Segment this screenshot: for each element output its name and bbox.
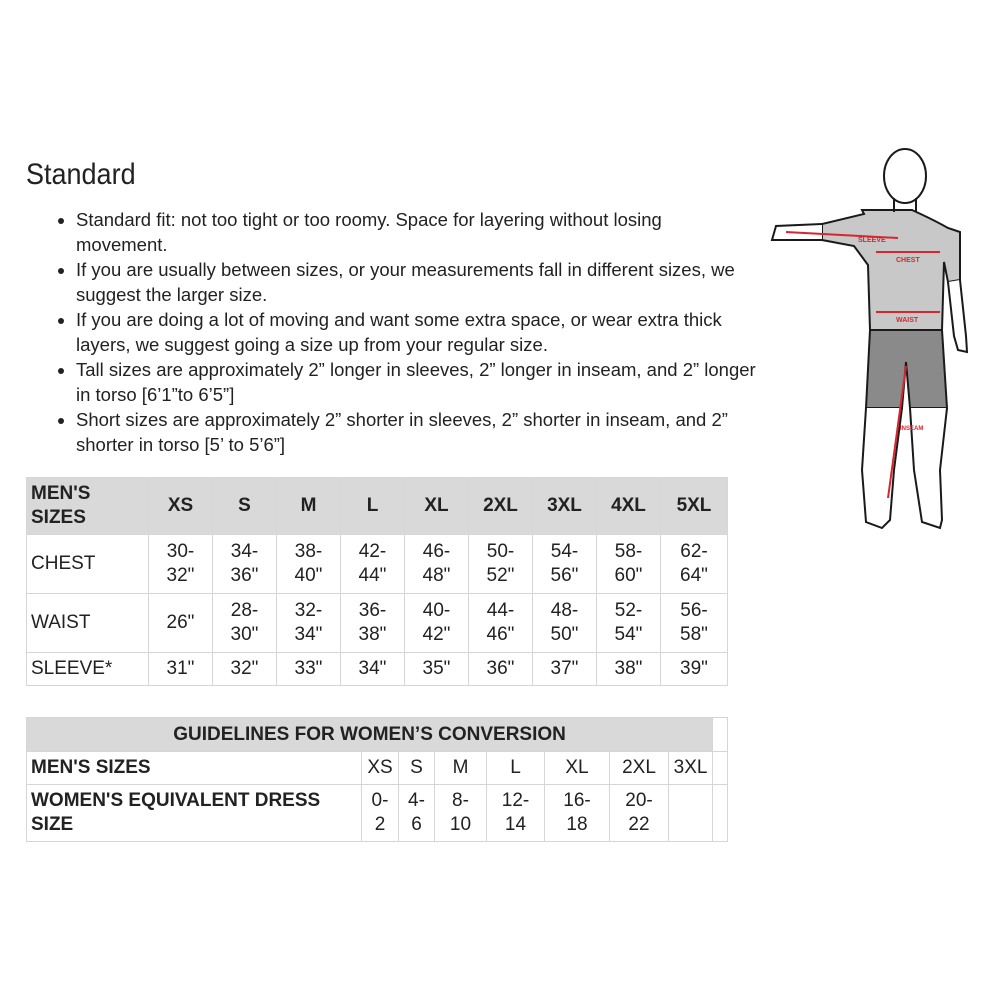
waist-label: WAIST — [896, 317, 919, 324]
table-cell: 31" — [149, 653, 213, 686]
table-cell: 0- 2 — [362, 785, 399, 842]
table-cell: 36- 38" — [341, 594, 405, 653]
table-cell: XL — [545, 752, 610, 785]
table-cell — [713, 785, 728, 842]
measurement-figure — [762, 140, 992, 535]
table-row — [27, 594, 728, 653]
table-cell: 50- 52" — [469, 535, 533, 594]
inseam-label: INSEAM — [900, 426, 924, 432]
head-shape — [884, 149, 926, 203]
sleeve-label: SLEEVE — [858, 237, 886, 244]
table-cell: 32- 34" — [277, 594, 341, 653]
table-cell: 58- 60" — [597, 535, 661, 594]
table-cell: 38" — [597, 653, 661, 686]
table-cell: L — [487, 752, 545, 785]
table-cell: M — [435, 752, 487, 785]
table-cell — [669, 785, 713, 842]
mens-sizes-header: MEN'S SIZES — [27, 478, 149, 535]
page-title: Standard — [26, 158, 136, 191]
list-item: • If you are doing a lot of moving and want some extra space, or wear extra thick layers, we suggest going a size up from your regular size. — [76, 308, 756, 357]
table-cell: 35" — [405, 653, 469, 686]
womens-equivalent-label: WOMEN'S EQUIVALENT DRESS SIZE — [27, 785, 362, 842]
conversion-banner: GUIDELINES FOR WOMEN’S CONVERSION — [27, 718, 713, 752]
table-cell: XS — [362, 752, 399, 785]
table-cell: 4- 6 — [399, 785, 435, 842]
table-cell: 44- 46" — [469, 594, 533, 653]
mens-sizes-label: MEN'S SIZES — [27, 752, 362, 785]
table-row — [27, 785, 728, 842]
table-cell: 56- 58" — [661, 594, 728, 653]
table-cell: 39" — [661, 653, 728, 686]
table-cell: 8- 10 — [435, 785, 487, 842]
list-item: • If you are usually between sizes, or your measurements fall in different sizes, we suggest the larger size. — [76, 258, 756, 307]
table-cell: 54- 56" — [533, 535, 597, 594]
size-header: M — [277, 478, 341, 535]
table-cell: 46- 48" — [405, 535, 469, 594]
size-header: XS — [149, 478, 213, 535]
table-row — [27, 535, 728, 594]
table-cell: 12- 14 — [487, 785, 545, 842]
table-cell: 30- 32" — [149, 535, 213, 594]
size-header: 2XL — [469, 478, 533, 535]
left-leg — [862, 408, 902, 528]
size-header: 5XL — [661, 478, 728, 535]
table-cell: 34" — [341, 653, 405, 686]
table-cell: 32" — [213, 653, 277, 686]
size-header: 3XL — [533, 478, 597, 535]
table-cell: S — [399, 752, 435, 785]
list-item: • Standard fit: not too tight or too roomy. Space for layering without losing movement. — [76, 208, 756, 257]
banner-spacer — [713, 718, 728, 752]
table-cell: 26" — [149, 594, 213, 653]
list-item: • Tall sizes are approximately 2” longer in sleeves, 2” longer in inseam, and 2” longer in torso [6’1”to 6’5”] — [76, 358, 756, 407]
size-header: 4XL — [597, 478, 661, 535]
table-cell — [713, 752, 728, 785]
table-banner-row — [27, 718, 728, 752]
size-header: S — [213, 478, 277, 535]
table-header-row — [27, 478, 728, 535]
table-cell: 40- 42" — [405, 594, 469, 653]
table-cell: 33" — [277, 653, 341, 686]
table-cell: 36" — [469, 653, 533, 686]
mens-size-table — [26, 477, 728, 686]
row-label-chest: CHEST — [27, 535, 149, 594]
row-label-sleeve: SLEEVE* — [27, 653, 149, 686]
table-cell: 37" — [533, 653, 597, 686]
row-label-waist: WAIST — [27, 594, 149, 653]
fit-notes-list — [54, 208, 756, 458]
table-cell: 28- 30" — [213, 594, 277, 653]
list-item: • Short sizes are approximately 2” shorter in sleeves, 2” shorter in inseam, and 2” shorter in torso [5’ to 5’6”] — [76, 408, 756, 457]
table-cell: 42- 44" — [341, 535, 405, 594]
table-cell: 34- 36" — [213, 535, 277, 594]
table-cell: 38- 40" — [277, 535, 341, 594]
womens-conversion-table — [26, 717, 728, 842]
side-arm — [948, 280, 967, 352]
table-cell: 2XL — [610, 752, 669, 785]
size-header: L — [341, 478, 405, 535]
table-cell: 48- 50" — [533, 594, 597, 653]
table-cell: 62- 64" — [661, 535, 728, 594]
table-cell: 3XL — [669, 752, 713, 785]
table-cell: 20- 22 — [610, 785, 669, 842]
size-header: XL — [405, 478, 469, 535]
table-cell: 16- 18 — [545, 785, 610, 842]
chest-label: CHEST — [896, 257, 920, 264]
table-cell: 52- 54" — [597, 594, 661, 653]
table-row — [27, 752, 728, 785]
table-row — [27, 653, 728, 686]
